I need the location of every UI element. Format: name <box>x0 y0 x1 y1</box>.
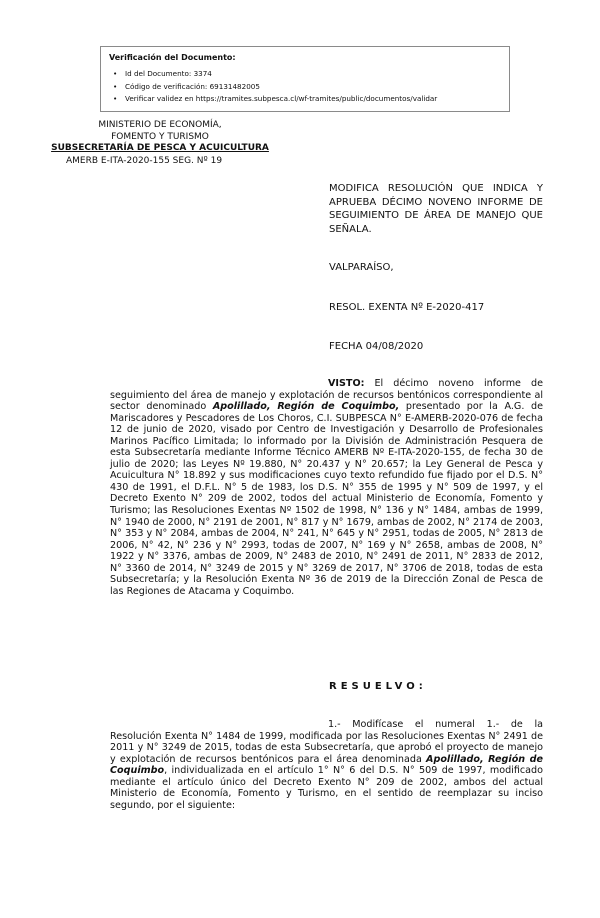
area-name: Apolillado, Región de Coquimbo <box>110 753 543 777</box>
visto-label: VISTO: <box>328 378 365 389</box>
area-name: Apolillado, Región de Coquimbo, <box>212 401 400 413</box>
verification-item-id: • Id del Documento: 3374 <box>109 68 501 81</box>
verification-item-code: • Código de verificación: 69131482005 <box>109 81 501 94</box>
verification-title: Verificación del Documento: <box>109 53 236 62</box>
resolution-subject: MODIFICA RESOLUCIÓN QUE INDICA Y APRUEBA DÉCIMO NOVENO INFORME DE SEGUIMIENTO DE ÁREA DE MANEJO QUE SEÑALA. <box>329 183 543 235</box>
subsecretaria-name: SUBSECRETARÍA DE PESCA Y ACUICULTURA <box>51 143 269 153</box>
article-1-paragraph: 1.- Modifícase el numeral 1.- de la Resolución Exenta N° 1484 de 1999, modificada por las Resoluciones Exentas N° 2491 de 2011 y N° 3249 de 2015, todas de esta Subsecretaría, que aprobó el proyecto de manejo y explotación de recursos bentónicos para el área denominada Apolillado, Región de Coquimbo, individualizada en el artículo 1° N° 6 del D.S. N° 509 de 1997, modificado mediante el artículo único del Decreto Exento N° 209 de 2002, ambos del actual Ministerio de Economía, Fomento y Turismo, en el sentido de reemplazar su inciso segundo, por el siguiente: <box>110 719 543 811</box>
resolution-date: FECHA 04/08/2020 <box>329 341 424 352</box>
verification-box <box>100 46 510 112</box>
resuelvo-heading: RESUELVO: <box>329 681 427 692</box>
visto-paragraph: VISTO: El décimo noveno informe de seguimiento del área de manejo y explotación de recursos bentónicos correspondiente al sector denominado Apolillado, Región de Coquimbo, presentado por la A.G. de Mariscadores y Pescadores de Los Choros, C.I. SUBPESCA N° E-AMERB-2020-076 de fecha 12 de junio de 2020, visado por Centro de Investigación y Desarrollo de Profesionales Marinos Pacífico Limitada; lo informado por la División de Administración Pesquera de esta Subsecretaría mediante Informe Técnico AMERB Nº E-ITA-2020-155, de fecha 30 de julio de 2020; las Leyes Nº 19.880, N° 20.437 y N° 20.657; la Ley General de Pesca y Acuicultura N° 18.892 y sus modificaciones cuyo texto refundido fue fijado por el D.S. N° 430 de 1991, el D.F.L. N° 5 de 1983, los D.S. N° 355 de 1995 y N° 509 de 1997, y el Decreto Exento N° 209 de 2002, todos del actual Ministerio de Economía, Fomento y Turismo; las Resoluciones Exentas Nº 1502 de 1998, N° 136 y N° 1484, ambas de 1999, N° 1940 de 2000, N° 2191 de 2001, N° 817 y N° 1679, ambas de 2002, N° 2174 de 2003, N° 353 y N° 2084, ambas de 2004, N° 241, N° 645 y N° 2951, todas de 2005, N° 2813 de 2006, N° 42, N° 236 y N° 2993, todas de 2007, N° 169 y N° 2658, ambas de 2008, N° 1922 y N° 3376, ambas de 2009, N° 2483 de 2010, N° 2491 de 2011, N° 2833 de 2012, N° 3360 de 2014, N° 3249 de 2015 y N° 3269 de 2017, N° 3706 de 2018, todas de esta Subsecretaría; y la Resolución Exenta Nº 36 de 2019 de la Dirección Zonal de Pesca de las Regiones de Atacama y Coquimbo. <box>110 378 543 597</box>
place: VALPARAÍSO, <box>329 262 394 273</box>
ministry-header <box>30 120 290 155</box>
resolution-number: RESOL. EXENTA Nº E-2020-417 <box>329 302 485 313</box>
verification-item-link[interactable]: • Verificar validez en https://tramites.subpesca.cl/wf-tramites/public/documentos/validar <box>109 93 501 106</box>
verification-list <box>109 68 501 106</box>
document-reference: AMERB E-ITA-2020-155 SEG. Nº 19 <box>66 156 223 166</box>
ministry-line-2: FOMENTO Y TURISMO <box>111 131 209 142</box>
bullet-icon: • <box>113 81 118 91</box>
bullet-icon: • <box>113 94 118 103</box>
bullet-icon: • <box>113 69 118 78</box>
ministry-line-1: MINISTERIO DE ECONOMÍA, <box>98 120 222 130</box>
